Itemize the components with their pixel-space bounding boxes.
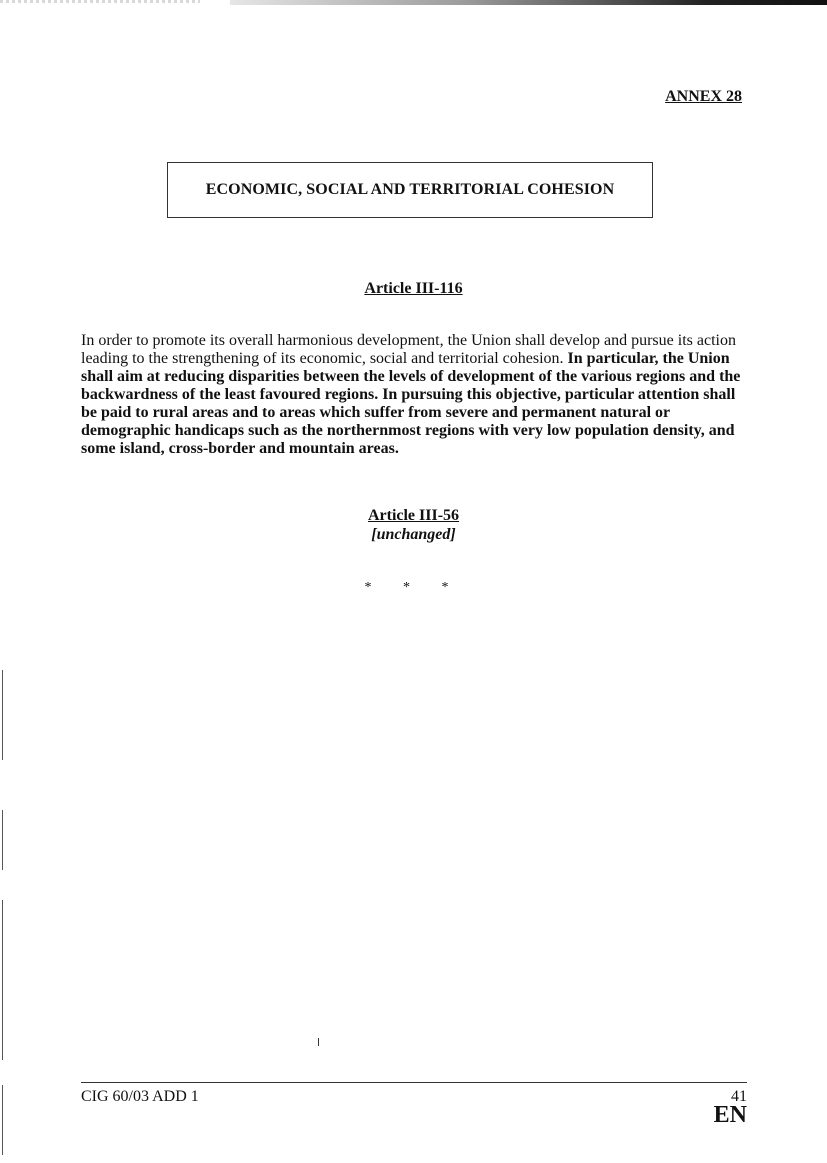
scan-artifact-left-edge	[2, 810, 3, 870]
scan-artifact-top-bar	[230, 0, 827, 5]
section-title: ECONOMIC, SOCIAL AND TERRITORIAL COHESION	[205, 181, 615, 198]
footer-document-ref: CIG 60/03 ADD 1	[81, 1088, 199, 1105]
paragraph-bold-text: In particular, the Union shall aim at reducing disparities between the levels of development of the various regions and the backwardness of the least favoured regions. In pursuing this objective, particular attention shall be paid to rural areas and to areas which suffer from severe and permanent natural or demographic handicaps such as the northernmost regions with very low population density, and some island, cross-border and mountain areas.	[81, 350, 741, 457]
footer-language-code: EN	[713, 1102, 747, 1128]
section-separator: * * *	[364, 580, 463, 595]
article-iii-116-paragraph	[81, 332, 747, 458]
scan-artifact-mark	[318, 1038, 319, 1046]
section-title-box	[167, 162, 653, 218]
scan-artifact-left-edge	[2, 900, 3, 1060]
scan-artifact-top-left	[0, 0, 200, 3]
article-status-note: [unchanged]	[371, 526, 456, 543]
footer-divider	[81, 1082, 747, 1083]
footer-page-number: 41	[731, 1088, 747, 1105]
annex-label: ANNEX 28	[665, 88, 742, 105]
article-heading-iii-116: Article III-116	[364, 280, 463, 297]
paragraph-regular-text: In order to promote its overall harmonious development, the Union shall develop and pursue its action leading to the strengthening of its economic, social and territorial cohesion.	[81, 332, 736, 367]
scan-artifact-left-edge	[2, 1085, 3, 1155]
article-heading-iii-56: Article III-56	[367, 507, 460, 524]
scan-artifact-left-edge	[2, 670, 3, 760]
